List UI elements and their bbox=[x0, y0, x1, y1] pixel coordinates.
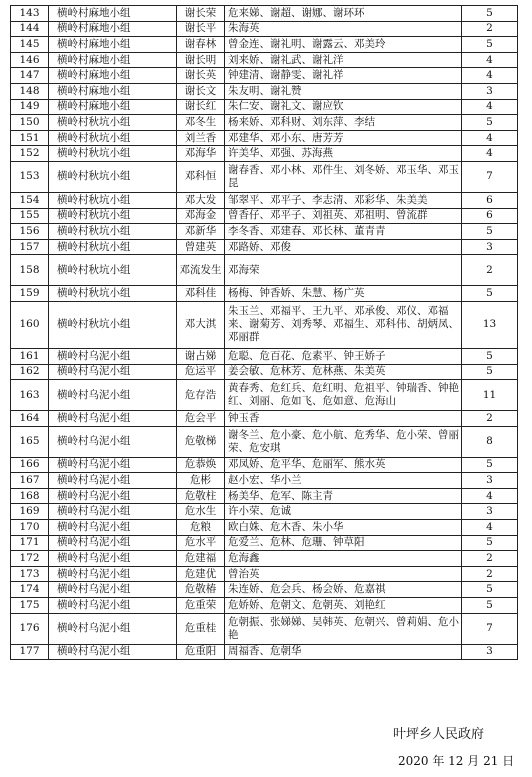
row-number: 162 bbox=[11, 364, 49, 380]
village-group: 横岭村秋坑小组 bbox=[49, 161, 177, 192]
table-row bbox=[11, 598, 518, 614]
table-row bbox=[11, 535, 518, 551]
row-number: 150 bbox=[11, 115, 49, 131]
village-group: 横岭村乌泥小组 bbox=[49, 582, 177, 598]
table-row bbox=[11, 52, 518, 68]
household-size: 4 bbox=[462, 99, 518, 115]
household-head: 邓新华 bbox=[177, 224, 225, 240]
row-number: 168 bbox=[11, 488, 49, 504]
row-number: 155 bbox=[11, 208, 49, 224]
table-row bbox=[11, 255, 518, 286]
village-group: 横岭村秋坑小组 bbox=[49, 286, 177, 302]
table-row bbox=[11, 99, 518, 115]
household-size: 2 bbox=[462, 255, 518, 286]
family-members: 周福香、危朝华 bbox=[225, 644, 462, 660]
family-members: 谢春香、邓小林、邓件生、刘冬娇、邓玉华、邓玉昆 bbox=[225, 161, 462, 192]
household-size: 3 bbox=[462, 83, 518, 99]
household-size: 3 bbox=[462, 644, 518, 660]
table-row bbox=[11, 380, 518, 411]
table-row bbox=[11, 520, 518, 536]
household-head: 邓冬生 bbox=[177, 115, 225, 131]
household-size: 5 bbox=[462, 348, 518, 364]
household-head: 谢长红 bbox=[177, 99, 225, 115]
row-number: 154 bbox=[11, 192, 49, 208]
household-size: 4 bbox=[462, 52, 518, 68]
household-size: 5 bbox=[462, 582, 518, 598]
table-row bbox=[11, 239, 518, 255]
row-number: 151 bbox=[11, 130, 49, 146]
household-head: 危敬柱 bbox=[177, 488, 225, 504]
household-size: 5 bbox=[462, 224, 518, 240]
village-group: 横岭村乌泥小组 bbox=[49, 473, 177, 489]
table-row bbox=[11, 21, 518, 37]
household-head: 邓海金 bbox=[177, 208, 225, 224]
household-size: 3 bbox=[462, 504, 518, 520]
village-group: 横岭村麻地小组 bbox=[49, 6, 177, 22]
row-number: 145 bbox=[11, 37, 49, 53]
village-group: 横岭村麻地小组 bbox=[49, 99, 177, 115]
household-size: 3 bbox=[462, 239, 518, 255]
village-group: 横岭村乌泥小组 bbox=[49, 457, 177, 473]
village-group: 横岭村乌泥小组 bbox=[49, 520, 177, 536]
family-members: 刘来娇、谢礼武、谢礼洋 bbox=[225, 52, 462, 68]
village-group: 横岭村秋坑小组 bbox=[49, 208, 177, 224]
household-head: 谢占娣 bbox=[177, 348, 225, 364]
household-head: 危彬 bbox=[177, 473, 225, 489]
table-row bbox=[11, 83, 518, 99]
household-size: 2 bbox=[462, 551, 518, 567]
household-size: 13 bbox=[462, 301, 518, 348]
family-members: 邹翠平、邓平子、李志清、邓彩华、朱美美 bbox=[225, 192, 462, 208]
row-number: 163 bbox=[11, 380, 49, 411]
table-row bbox=[11, 613, 518, 644]
household-head: 危建优 bbox=[177, 566, 225, 582]
family-members: 钟玉香 bbox=[225, 411, 462, 427]
family-members: 杨来娇、邓科财、刘东萍、李结 bbox=[225, 115, 462, 131]
household-head: 邓科佳 bbox=[177, 286, 225, 302]
family-members: 许美华、邓强、苏海燕 bbox=[225, 146, 462, 162]
row-number: 175 bbox=[11, 598, 49, 614]
household-head: 邓科恒 bbox=[177, 161, 225, 192]
household-head: 危水生 bbox=[177, 504, 225, 520]
village-group: 横岭村麻地小组 bbox=[49, 21, 177, 37]
village-group: 横岭村乌泥小组 bbox=[49, 488, 177, 504]
household-head: 谢长英 bbox=[177, 68, 225, 84]
family-members: 杨美华、危军、陈主青 bbox=[225, 488, 462, 504]
household-size: 4 bbox=[462, 130, 518, 146]
row-number: 159 bbox=[11, 286, 49, 302]
family-members: 危娇娇、危朝文、危朝英、刘艳红 bbox=[225, 598, 462, 614]
family-members: 李冬香、邓建春、邓长林、董青青 bbox=[225, 224, 462, 240]
household-size: 5 bbox=[462, 286, 518, 302]
row-number: 158 bbox=[11, 255, 49, 286]
family-members: 朱玉兰、邓福平、王九平、邓承俊、邓仪、邓福来、谢菊芳、刘秀琴、邓福生、邓科伟、胡炳凤、邓丽群 bbox=[225, 301, 462, 348]
family-members: 钟建清、谢静雯、谢礼祥 bbox=[225, 68, 462, 84]
household-size: 2 bbox=[462, 566, 518, 582]
row-number: 170 bbox=[11, 520, 49, 536]
household-head: 谢长明 bbox=[177, 52, 225, 68]
household-head: 危会平 bbox=[177, 411, 225, 427]
table-row bbox=[11, 224, 518, 240]
household-head: 危水平 bbox=[177, 535, 225, 551]
household-head: 危恭焕 bbox=[177, 457, 225, 473]
household-size: 3 bbox=[462, 473, 518, 489]
family-members: 邓建华、邓小东、唐芳芳 bbox=[225, 130, 462, 146]
village-group: 横岭村乌泥小组 bbox=[49, 598, 177, 614]
village-group: 横岭村乌泥小组 bbox=[49, 613, 177, 644]
household-head: 谢长平 bbox=[177, 21, 225, 37]
village-group: 横岭村乌泥小组 bbox=[49, 535, 177, 551]
household-head: 危重桂 bbox=[177, 613, 225, 644]
village-group: 横岭村秋坑小组 bbox=[49, 130, 177, 146]
family-members: 曾金连、谢礼明、谢露云、邓美玲 bbox=[225, 37, 462, 53]
household-size: 5 bbox=[462, 37, 518, 53]
household-head: 谢长荣 bbox=[177, 6, 225, 22]
family-members: 曾香仔、邓平子、刘祖英、邓祖明、曾流群 bbox=[225, 208, 462, 224]
row-number: 143 bbox=[11, 6, 49, 22]
village-group: 横岭村秋坑小组 bbox=[49, 146, 177, 162]
household-size: 5 bbox=[462, 457, 518, 473]
table-row bbox=[11, 582, 518, 598]
row-number: 167 bbox=[11, 473, 49, 489]
row-number: 144 bbox=[11, 21, 49, 37]
family-members: 朱仁安、谢礼文、谢应钦 bbox=[225, 99, 462, 115]
row-number: 161 bbox=[11, 348, 49, 364]
issuing-organization: 叶坪乡人民政府 bbox=[393, 727, 485, 742]
table-row bbox=[11, 37, 518, 53]
household-size: 4 bbox=[462, 488, 518, 504]
table-row bbox=[11, 286, 518, 302]
village-group: 横岭村乌泥小组 bbox=[49, 566, 177, 582]
village-group: 横岭村麻地小组 bbox=[49, 83, 177, 99]
family-members: 危来娣、谢超、谢娜、谢环环 bbox=[225, 6, 462, 22]
family-members: 危朝振、张娣娣、吴韩英、危朝兴、曾莉娟、危小艳 bbox=[225, 613, 462, 644]
household-size: 8 bbox=[462, 426, 518, 457]
village-group: 横岭村秋坑小组 bbox=[49, 255, 177, 286]
row-number: 172 bbox=[11, 551, 49, 567]
table-row bbox=[11, 457, 518, 473]
row-number: 166 bbox=[11, 457, 49, 473]
household-size: 6 bbox=[462, 208, 518, 224]
family-members: 危爱兰、危林、危珊、钟草阳 bbox=[225, 535, 462, 551]
table-row bbox=[11, 146, 518, 162]
row-number: 147 bbox=[11, 68, 49, 84]
village-group: 横岭村秋坑小组 bbox=[49, 192, 177, 208]
row-number: 149 bbox=[11, 99, 49, 115]
row-number: 153 bbox=[11, 161, 49, 192]
household-head: 危运平 bbox=[177, 364, 225, 380]
village-group: 横岭村秋坑小组 bbox=[49, 239, 177, 255]
family-members: 姜会敏、危林芳、危林燕、朱美英 bbox=[225, 364, 462, 380]
row-number: 169 bbox=[11, 504, 49, 520]
household-head: 危存浩 bbox=[177, 380, 225, 411]
row-number: 148 bbox=[11, 83, 49, 99]
household-size: 6 bbox=[462, 192, 518, 208]
row-number: 164 bbox=[11, 411, 49, 427]
family-members: 赵小宏、华小兰 bbox=[225, 473, 462, 489]
household-head: 刘兰香 bbox=[177, 130, 225, 146]
family-members: 危海鑫 bbox=[225, 551, 462, 567]
household-head: 危敬梯 bbox=[177, 426, 225, 457]
village-group: 横岭村麻地小组 bbox=[49, 37, 177, 53]
household-size: 4 bbox=[462, 146, 518, 162]
household-size: 2 bbox=[462, 21, 518, 37]
table-row bbox=[11, 504, 518, 520]
household-size: 5 bbox=[462, 535, 518, 551]
row-number: 174 bbox=[11, 582, 49, 598]
row-number: 165 bbox=[11, 426, 49, 457]
family-members: 邓海荣 bbox=[225, 255, 462, 286]
row-number: 157 bbox=[11, 239, 49, 255]
issue-date: 2020 年 12 月 21 日 bbox=[398, 754, 515, 768]
household-head: 邓流发生 bbox=[177, 255, 225, 286]
family-members: 黄春秀、危红兵、危红明、危祖平、钟瑞香、钟艳红、刘丽、危如飞、危如意、危海山 bbox=[225, 380, 462, 411]
village-group: 横岭村乌泥小组 bbox=[49, 380, 177, 411]
village-group: 横岭村乌泥小组 bbox=[49, 504, 177, 520]
household-size: 2 bbox=[462, 411, 518, 427]
household-head: 曾建英 bbox=[177, 239, 225, 255]
household-head: 危重阳 bbox=[177, 644, 225, 660]
row-number: 176 bbox=[11, 613, 49, 644]
family-members: 危聪、危百花、危素平、钟王娇子 bbox=[225, 348, 462, 364]
household-size: 5 bbox=[462, 598, 518, 614]
row-number: 177 bbox=[11, 644, 49, 660]
household-size: 7 bbox=[462, 161, 518, 192]
family-members: 朱连娇、危会兵、杨会娇、危嘉祺 bbox=[225, 582, 462, 598]
household-size: 7 bbox=[462, 613, 518, 644]
family-members: 邓路娇、邓俊 bbox=[225, 239, 462, 255]
family-members: 许小荣、危诚 bbox=[225, 504, 462, 520]
household-size: 5 bbox=[462, 115, 518, 131]
table-row bbox=[11, 192, 518, 208]
table-row bbox=[11, 364, 518, 380]
table-row bbox=[11, 68, 518, 84]
table-row bbox=[11, 161, 518, 192]
family-members: 谢冬兰、危小豪、危小航、危秀华、危小荣、曾丽荣、危安琪 bbox=[225, 426, 462, 457]
row-number: 146 bbox=[11, 52, 49, 68]
village-group: 横岭村麻地小组 bbox=[49, 52, 177, 68]
household-head: 谢春林 bbox=[177, 37, 225, 53]
family-members: 邓凤娇、危平华、危丽军、熊水英 bbox=[225, 457, 462, 473]
table-row bbox=[11, 551, 518, 567]
table-row bbox=[11, 566, 518, 582]
village-group: 横岭村秋坑小组 bbox=[49, 115, 177, 131]
family-members: 欧白姝、危木香、朱小华 bbox=[225, 520, 462, 536]
village-group: 横岭村秋坑小组 bbox=[49, 224, 177, 240]
table-row bbox=[11, 644, 518, 660]
table-body bbox=[11, 6, 518, 660]
household-table bbox=[10, 5, 518, 660]
table-row bbox=[11, 488, 518, 504]
row-number: 171 bbox=[11, 535, 49, 551]
table-row bbox=[11, 348, 518, 364]
household-head: 危建福 bbox=[177, 551, 225, 567]
table-row bbox=[11, 6, 518, 22]
household-head: 邓大发 bbox=[177, 192, 225, 208]
table-row bbox=[11, 208, 518, 224]
household-head: 危敬椿 bbox=[177, 582, 225, 598]
family-members: 朱海英 bbox=[225, 21, 462, 37]
table-row bbox=[11, 115, 518, 131]
table-row bbox=[11, 130, 518, 146]
row-number: 173 bbox=[11, 566, 49, 582]
household-head: 邓大淇 bbox=[177, 301, 225, 348]
row-number: 156 bbox=[11, 224, 49, 240]
village-group: 横岭村乌泥小组 bbox=[49, 426, 177, 457]
household-size: 4 bbox=[462, 520, 518, 536]
village-group: 横岭村麻地小组 bbox=[49, 68, 177, 84]
household-head: 邓海华 bbox=[177, 146, 225, 162]
household-size: 4 bbox=[462, 68, 518, 84]
household-size: 11 bbox=[462, 380, 518, 411]
village-group: 横岭村乌泥小组 bbox=[49, 411, 177, 427]
household-size: 5 bbox=[462, 6, 518, 22]
village-group: 横岭村乌泥小组 bbox=[49, 644, 177, 660]
village-group: 横岭村秋坑小组 bbox=[49, 301, 177, 348]
village-group: 横岭村乌泥小组 bbox=[49, 551, 177, 567]
village-group: 横岭村乌泥小组 bbox=[49, 348, 177, 364]
household-size: 5 bbox=[462, 364, 518, 380]
family-members: 曾治英 bbox=[225, 566, 462, 582]
table-row bbox=[11, 426, 518, 457]
household-head: 谢长文 bbox=[177, 83, 225, 99]
family-members: 朱友明、谢礼赞 bbox=[225, 83, 462, 99]
village-group: 横岭村乌泥小组 bbox=[49, 364, 177, 380]
row-number: 152 bbox=[11, 146, 49, 162]
household-head: 危重荣 bbox=[177, 598, 225, 614]
table-row bbox=[11, 411, 518, 427]
family-members: 杨梅、钟香娇、朱慧、杨广英 bbox=[225, 286, 462, 302]
table-row bbox=[11, 473, 518, 489]
row-number: 160 bbox=[11, 301, 49, 348]
household-head: 危粮 bbox=[177, 520, 225, 536]
table-row bbox=[11, 301, 518, 348]
